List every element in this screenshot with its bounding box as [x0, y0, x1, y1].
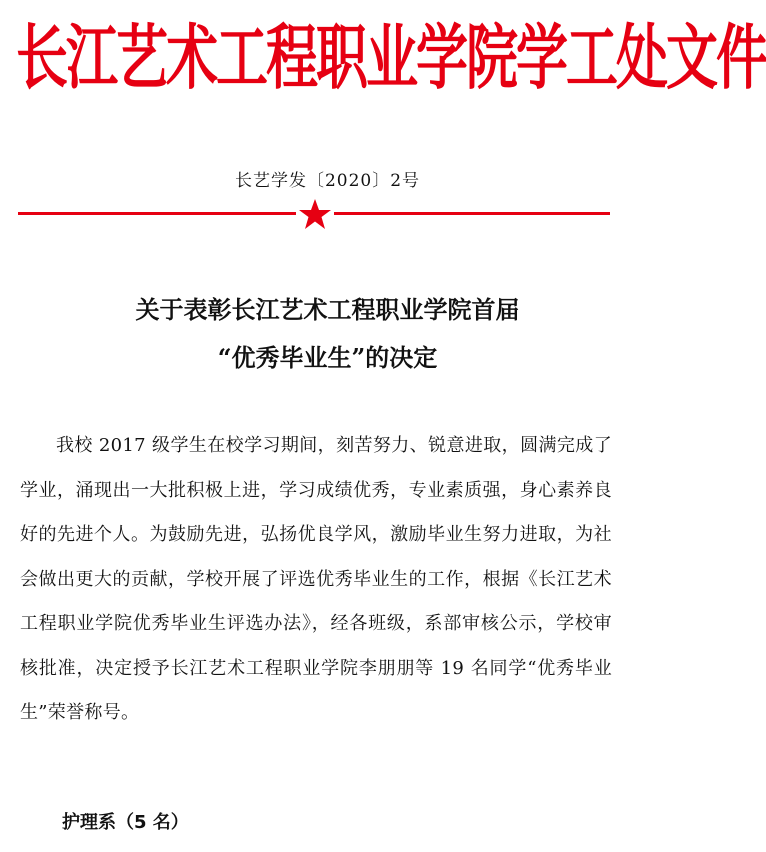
red-divider-right: [334, 212, 610, 215]
section-heading-nursing: 护理系（5 名）: [62, 812, 189, 833]
masthead-title: 长江艺术工程职业学院学工处文件: [16, 17, 766, 100]
document-number: 长艺学发〔2020〕2号: [234, 171, 421, 191]
notice-title-line1: 关于表彰长江艺术工程职业学院首届: [135, 295, 520, 324]
notice-body-paragraph: 我校 2017 级学生在校学习期间，刻苦努力、锐意进取，圆满完成了学业，涌现出一大批积极上进，学习成绩优秀，专业素质强，身心素养良好的先进个人。为鼓励先进，弘扬优良学风，激励毕业生努力进取，为社会做出更大的贡献，学校开展了评选优秀毕业生的工作，根据《长江艺术工程职业学院优秀毕业生评选办法》，经各班级，系部审核公示，学校审核批准，决定授予长江艺术工程职业学院李朋朋等 19 名同学“优秀毕业生”荣誉称号。: [20, 435, 612, 723]
red-divider-left: [18, 212, 296, 215]
notice-title-line2: “优秀毕业生”的决定: [217, 343, 438, 372]
star-icon: [298, 198, 332, 230]
